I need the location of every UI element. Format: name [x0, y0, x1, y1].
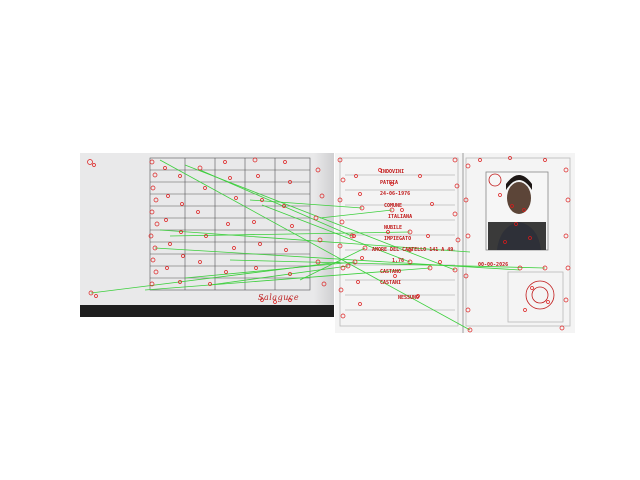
table-border: [150, 158, 310, 290]
field-address: AMORE DEL CASTELLO 141 A 49: [372, 247, 454, 253]
field-profession: IMPIEGATO: [384, 236, 412, 242]
id-photo: [486, 172, 548, 250]
field-hair: CASTANO: [380, 269, 402, 275]
field-name: PATRIA: [380, 180, 399, 186]
field-eyes: CASTANI: [380, 280, 402, 286]
field-height: 1,76: [392, 258, 405, 264]
field-birthplace: COMUNE: [384, 203, 403, 209]
field-citizenship: ITALIANA: [388, 214, 413, 220]
field-surname: INDOVINI: [380, 169, 405, 175]
field-marks: NESSUNO: [398, 295, 420, 301]
signature-text: Salaguce: [258, 293, 300, 302]
issue-date-stamp: 00-00-2026: [478, 262, 509, 268]
match-lines: [91, 160, 545, 330]
field-civil-status: NUBILE: [384, 225, 403, 231]
left-card-table: [150, 158, 310, 290]
field-birthdate: 24-06-1976: [380, 191, 411, 197]
